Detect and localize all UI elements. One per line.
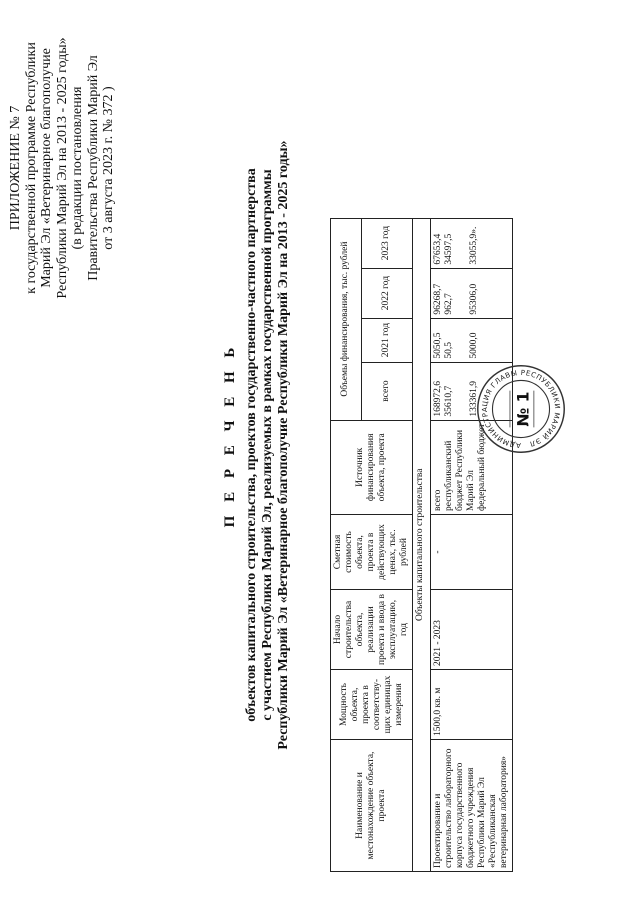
- heading-line: с участием Республики Марий Эл, реализуемых в рамках государственной программы: [260, 169, 275, 721]
- appendix-line: Республики Марий Эл на 2013 - 2025 годы»: [54, 37, 70, 299]
- value-total-all: 168972,6: [433, 380, 443, 417]
- header-cost: Сметная стоимость объекта, проекта в действующих ценах, тыс. рублей: [331, 515, 413, 590]
- header-funding-group: Объемы финансирования, тыс. рублей: [331, 218, 362, 420]
- document-title: П Е Р Е Ч Е Н Ь: [222, 342, 238, 528]
- appendix-line: к государственной программе Республики: [23, 42, 39, 294]
- object-name: Проектирование и строительство лабораторного корпуса государственного бюджетного учреждения Республики Марий Эл «Республиканская ветеринарная лаборатория»: [431, 740, 513, 872]
- value-2023-all: 67653,4: [433, 233, 443, 265]
- appendix-line: от 3 августа 2023 г. № 372 ): [101, 86, 116, 250]
- heading-line: Республики Марий Эл «Ветеринарное благополучие Республики Марий Эл на 2013 - 2025 годы»: [276, 140, 291, 750]
- value-2022-republic: 962,7: [444, 293, 454, 315]
- header-total: всего: [361, 362, 412, 420]
- appendix-line: (в редакции постановления: [70, 86, 85, 250]
- header-2022: 2022 год: [361, 268, 412, 318]
- object-period: 2021 - 2023: [431, 590, 513, 670]
- official-stamp: [475, 363, 567, 455]
- value-2022-federal: 95306,0: [469, 283, 479, 315]
- objects-table: [330, 218, 513, 872]
- header-name: Наименование и местонахождение объекта, проекта: [331, 740, 413, 872]
- object-capacity: 1500,0 кв. м: [431, 670, 513, 740]
- source-total-label: всего: [433, 489, 443, 511]
- y2022-cell: [431, 268, 513, 318]
- value-2021-republic: 50,5: [444, 341, 454, 359]
- appendix-line: Марий Эл «Ветеринарное благополучие: [39, 48, 54, 288]
- document-heading: [244, 75, 292, 815]
- header-2023: 2023 год: [361, 218, 412, 268]
- value-2023-federal: 33055,9».: [469, 226, 479, 265]
- object-cost: -: [431, 515, 513, 590]
- header-capacity: Мощность объекта, проекта в соответству-щих единицах измерения: [331, 670, 413, 740]
- header-source: Источник финансирования объекта, проекта: [331, 420, 413, 514]
- stamp-ring-text: АДМИНИСТРАЦИЯ ГЛАВЫ РЕСПУБЛИКИ МАРИЙ ЭЛ: [480, 368, 562, 450]
- value-total-republic: 35610,7: [444, 385, 454, 417]
- appendix-block: [8, 23, 117, 313]
- value-total-federal: 133361,9: [469, 380, 479, 417]
- appendix-line: ПРИЛОЖЕНИЕ № 7: [8, 105, 23, 231]
- value-2021-all: 5050,5: [433, 332, 443, 359]
- value-2023-republic: 34597,5: [444, 233, 454, 265]
- y2023-cell: [431, 218, 513, 268]
- value-2022-all: 96268,7: [433, 283, 443, 315]
- source-republic-label: республиканский бюджет Республики Марий Эл: [444, 429, 476, 511]
- source-federal-label: федеральный бюджет: [477, 423, 487, 511]
- section-row: Объекты капитального строительства: [413, 218, 431, 871]
- header-2021: 2021 год: [361, 318, 412, 362]
- appendix-line: Правительства Республики Марий Эл: [85, 55, 101, 281]
- stamp-number: № 1: [513, 391, 533, 427]
- value-2021-federal: 5000,0: [469, 332, 479, 359]
- header-start: Начало строительства объекта, реализации проекта и ввода в эксплуатацию, год: [331, 590, 413, 670]
- y2021-cell: [431, 318, 513, 362]
- heading-line: объектов капитального строительства, проектов государственно-частного партнерства: [244, 168, 259, 722]
